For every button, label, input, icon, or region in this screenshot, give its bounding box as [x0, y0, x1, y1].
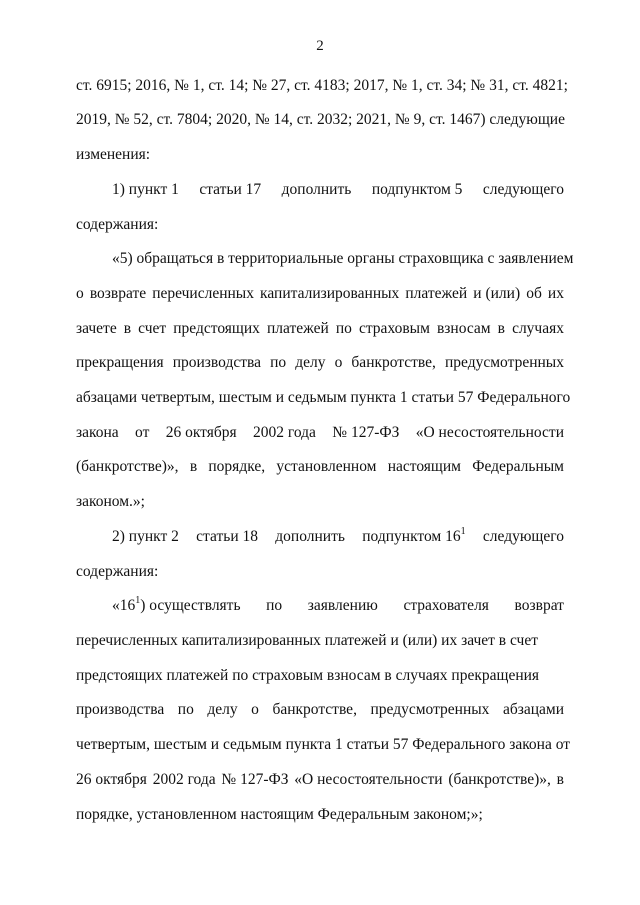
text-line [76, 701, 564, 719]
text-fragment: по [177, 701, 194, 718]
text-line [76, 354, 564, 372]
text-fragment: абзацами [502, 701, 564, 718]
text-fragment: 26 октября [76, 771, 147, 788]
text-line [112, 597, 564, 615]
text-fragment: в [189, 458, 198, 475]
text-fragment: возврате [89, 285, 147, 302]
text-fragment: содержания: [76, 216, 159, 233]
text-fragment: платежей [266, 320, 329, 337]
text-fragment: № 127-ФЗ [332, 424, 400, 441]
text-line [76, 458, 564, 476]
text-fragment: страхователя [403, 597, 489, 614]
text-fragment: законом.»; [76, 493, 145, 510]
text-line [76, 111, 564, 129]
text-fragment: подпунктом 16 [362, 528, 461, 545]
text-fragment: 2) пункт 2 [112, 528, 179, 545]
text-line [76, 771, 564, 789]
text-fragment: производства [76, 701, 165, 718]
text-line [76, 424, 564, 442]
text-fragment: в [123, 320, 132, 337]
text-fragment: 2002 года [152, 771, 216, 788]
text-fragment: дополнить [281, 181, 352, 198]
text-line [76, 667, 564, 685]
text-fragment: взносам [436, 320, 491, 337]
text-fragment: заявлению [307, 597, 378, 614]
text-fragment: перечисленных капитализированных платежей и (или) их зачет в счет [76, 632, 538, 649]
text-fragment: статьи 17 [199, 181, 262, 198]
text-fragment: порядке, [208, 458, 266, 475]
text-fragment: предусмотренных [445, 354, 564, 371]
text-line [76, 285, 564, 303]
text-fragment-with-sup [362, 528, 465, 546]
text-fragment: изменения: [76, 146, 151, 163]
text-fragment: в [497, 320, 505, 337]
text-fragment: о [251, 701, 259, 718]
text-fragment: № 127-ФЗ [221, 771, 289, 788]
text-fragment: страховым [358, 320, 430, 337]
text-fragment: «О несостоятельности [415, 424, 564, 441]
text-fragment: содержания: [76, 563, 159, 580]
text-line [76, 77, 568, 95]
text-fragment: по [270, 354, 287, 371]
text-fragment: о [76, 285, 84, 302]
text-line [76, 632, 564, 650]
text-fragment: «16 [112, 597, 136, 614]
page-number: 2 [316, 38, 324, 54]
text-line [76, 320, 564, 338]
text-fragment: «5) обращаться в территориальные органы страховщика с заявлением [112, 250, 574, 267]
text-fragment: зачете [76, 320, 117, 337]
text-fragment: Федеральным [472, 458, 564, 475]
text-fragment: «О несостоятельности [294, 771, 443, 788]
text-fragment: 1) пункт 1 [112, 181, 179, 198]
text-fragment: закона [76, 424, 119, 441]
text-line [76, 146, 564, 164]
text-fragment: возврат [514, 597, 564, 614]
text-fragment: предстоящих [173, 320, 260, 337]
text-fragment: банкротстве, [351, 354, 436, 371]
text-fragment: (банкротстве)», [448, 771, 551, 788]
text-fragment: порядке, установленном настоящим Федеральным законом;»; [76, 806, 483, 823]
text-fragment: установленном [276, 458, 377, 475]
text-fragment: производства [172, 354, 261, 371]
text-fragment: ст. 6915; 2016, № 1, ст. 14; № 27, ст. 4183; 2017, № 1, ст. 34; № 31, ст. 4821; [76, 77, 568, 94]
text-fragment: следующего [482, 528, 564, 545]
text-fragment: счет [138, 320, 167, 337]
text-fragment: предусмотренных [370, 701, 490, 718]
text-fragment: по [266, 597, 283, 614]
text-fragment: настоящим [387, 458, 461, 475]
text-fragment: в [556, 771, 564, 788]
text-fragment: их [547, 285, 564, 302]
text-line [76, 389, 571, 407]
text-line [112, 181, 564, 199]
text-fragment: делу [295, 354, 326, 371]
text-fragment: следующего [482, 181, 564, 198]
text-line [76, 806, 564, 824]
text-fragment: перечисленных [152, 285, 254, 302]
text-fragment: 26 октября [165, 424, 237, 441]
text-fragment: 2002 года [253, 424, 316, 441]
text-fragment: 2019, № 52, ст. 7804; 2020, № 14, ст. 2032; 2021, № 9, ст. 1467) следующие [76, 111, 565, 128]
text-line [76, 216, 564, 234]
text-fragment: подпунктом 5 [371, 181, 463, 198]
text-fragment-with-sup [112, 597, 241, 615]
text-fragment: дополнить [275, 528, 345, 545]
text-line [76, 493, 564, 511]
text-fragment: от [135, 424, 150, 441]
text-fragment: платежей [405, 285, 468, 302]
text-line [112, 528, 564, 546]
text-line [76, 563, 564, 581]
text-fragment: абзацами четвертым, шестым и седьмым пункта 1 статьи 57 Федерального [76, 389, 571, 406]
text-line [76, 736, 571, 754]
text-fragment: банкротстве, [272, 701, 357, 718]
superscript: 1 [135, 595, 141, 606]
text-fragment: прекращения [76, 354, 164, 371]
superscript: 1 [460, 526, 466, 537]
text-fragment: о [334, 354, 343, 371]
text-fragment: и (или) [473, 285, 521, 302]
text-fragment: (банкротстве)», [76, 458, 179, 475]
text-fragment: случаях [512, 320, 564, 337]
text-fragment: предстоящих платежей по страховым взносам в случаях прекращения [76, 667, 540, 684]
text-line [112, 250, 574, 268]
text-fragment: делу [207, 701, 238, 718]
text-fragment: капитализированных [260, 285, 400, 302]
text-fragment: четвертым, шестым и седьмым пункта 1 статьи 57 Федерального закона от [76, 736, 571, 753]
text-fragment: об [526, 285, 542, 302]
text-fragment: по [335, 320, 352, 337]
text-fragment: статьи 18 [196, 528, 258, 545]
text-fragment: ) осуществлять [140, 597, 241, 614]
